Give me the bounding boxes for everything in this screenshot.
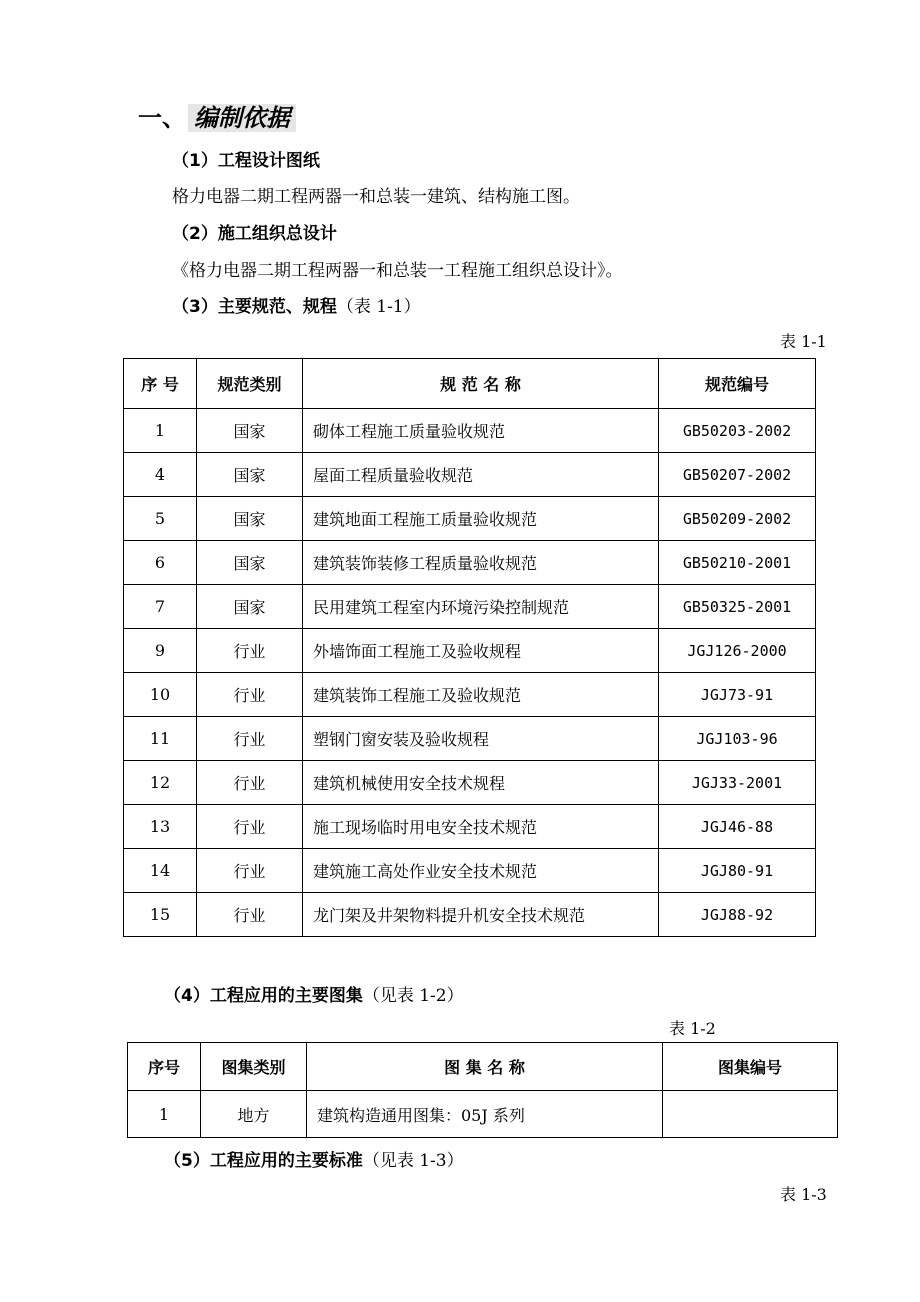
cell-category: 行业 [197,893,303,937]
col-header-category: 规范类别 [197,359,303,409]
cell-index: 14 [124,849,197,893]
heading-number: 一、 [138,104,186,132]
cell-index: 1 [128,1091,201,1138]
subsection-title-5 [164,1146,464,1171]
table-header-row [124,359,816,409]
cell-name: 龙门架及井架物料提升机安全技术规范 [303,893,659,937]
cell-index: 11 [124,717,197,761]
cell-name: 屋面工程质量验收规范 [303,453,659,497]
col-header-category: 图集类别 [201,1043,307,1091]
cell-category: 国家 [197,497,303,541]
cell-category: 行业 [197,629,303,673]
subsection-title-3-paren: （表 1-1） [336,297,421,317]
cell-code: JGJ103-96 [659,717,816,761]
subsection-title-4-text: （4）工程应用的主要图集 [164,986,363,1006]
cell-code: GB50207-2002 [659,453,816,497]
cell-index: 5 [124,497,197,541]
table3-label: 表 1-3 [780,1185,827,1204]
cell-name: 建筑地面工程施工质量验收规范 [303,497,659,541]
table2-label: 表 1-2 [669,1019,716,1038]
col-header-index: 序号 [128,1043,201,1091]
table-row [124,673,816,717]
table-row [124,409,816,453]
subsection-title-5-paren: （见表 1-3） [362,1151,464,1171]
table-row [124,585,816,629]
cell-name: 外墙饰面工程施工及验收规程 [303,629,659,673]
cell-code: JGJ80-91 [659,849,816,893]
cell-code: JGJ46-88 [659,805,816,849]
subsection-title-2: （2）施工组织总设计 [172,224,337,244]
cell-name: 塑钢门窗安装及验收规程 [303,717,659,761]
cell-code: GB50209-2002 [659,497,816,541]
cell-index: 9 [124,629,197,673]
table-row [124,497,816,541]
cell-code: JGJ33-2001 [659,761,816,805]
atlas-table [127,1042,838,1138]
table-row [124,893,816,937]
table-header-row [128,1043,838,1091]
cell-code: GB50210-2001 [659,541,816,585]
standards-table [123,358,816,937]
cell-code: JGJ126-2000 [659,629,816,673]
cell-index: 13 [124,805,197,849]
table-row [124,717,816,761]
cell-name: 建筑装饰装修工程质量验收规范 [303,541,659,585]
col-header-name: 规 范 名 称 [303,359,659,409]
cell-index: 12 [124,761,197,805]
table-row [124,849,816,893]
cell-category: 国家 [197,541,303,585]
cell-index: 4 [124,453,197,497]
subsection-title-3 [172,292,421,317]
cell-code: JGJ73-91 [659,673,816,717]
cell-name: 建筑机械使用安全技术规程 [303,761,659,805]
cell-category: 地方 [201,1091,307,1138]
cell-index: 7 [124,585,197,629]
cell-name: 建筑装饰工程施工及验收规范 [303,673,659,717]
col-header-code: 规范编号 [659,359,816,409]
cell-category: 行业 [197,761,303,805]
cell-code: JGJ88-92 [659,893,816,937]
col-header-code: 图集编号 [663,1043,838,1091]
table-row [124,453,816,497]
section-heading [138,98,296,133]
cell-name: 民用建筑工程室内环境污染控制规范 [303,585,659,629]
subsection-title-5-text: （5）工程应用的主要标准 [164,1151,363,1171]
cell-index: 10 [124,673,197,717]
cell-category: 行业 [197,717,303,761]
table-row [124,761,816,805]
subsection-title-4 [164,981,464,1006]
cell-category: 国家 [197,409,303,453]
table-row [124,629,816,673]
table-row [128,1091,838,1138]
cell-code: GB50203-2002 [659,409,816,453]
cell-code: GB50325-2001 [659,585,816,629]
cell-code [663,1091,838,1138]
table1-label: 表 1-1 [780,332,827,351]
cell-category: 行业 [197,849,303,893]
table-row [124,805,816,849]
cell-category: 国家 [197,453,303,497]
subsection-title-4-paren: （见表 1-2） [362,986,464,1006]
cell-category: 国家 [197,585,303,629]
col-header-name: 图 集 名 称 [307,1043,663,1091]
cell-index: 6 [124,541,197,585]
cell-index: 15 [124,893,197,937]
cell-category: 行业 [197,673,303,717]
table-row [124,541,816,585]
cell-name: 施工现场临时用电安全技术规范 [303,805,659,849]
subsection-body-1: 格力电器二期工程两器一和总装一建筑、结构施工图。 [172,187,580,207]
cell-category: 行业 [197,805,303,849]
cell-name: 建筑构造通用图集：05J 系列 [307,1091,663,1138]
subsection-title-1: （1）工程设计图纸 [172,151,320,171]
subsection-title-3-text: （3）主要规范、规程 [172,297,337,317]
cell-index: 1 [124,409,197,453]
cell-name: 建筑施工高处作业安全技术规范 [303,849,659,893]
heading-title: 编制依据 [188,104,296,132]
col-header-index: 序 号 [124,359,197,409]
cell-name: 砌体工程施工质量验收规范 [303,409,659,453]
subsection-body-2: 《格力电器二期工程两器一和总装一工程施工组织总设计》。 [172,261,623,281]
